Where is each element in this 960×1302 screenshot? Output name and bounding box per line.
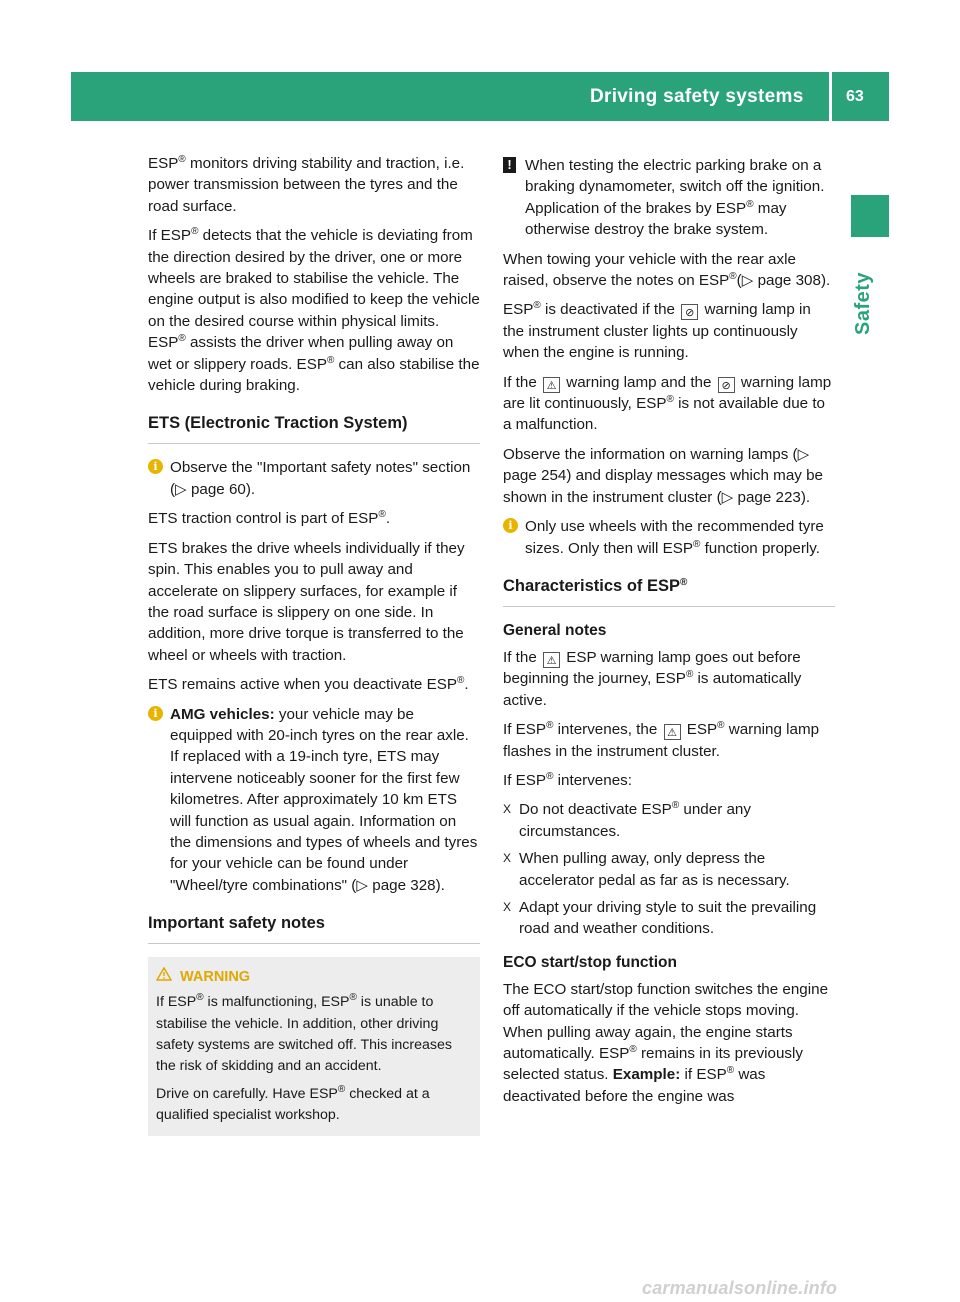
intervenes-paragraph	[503, 719, 835, 762]
warning-box	[148, 957, 480, 1135]
malfunction-paragraph	[503, 372, 835, 436]
ets-paragraph-2: ETS brakes the drive wheels individually if they spin. This enables you to pull away and accelerate on slippery surfaces, for example if the road surface is slippery on one side. In addition, more drive torque is transferred to the wheel or wheels with traction.	[148, 539, 465, 664]
amg-label: AMG vehicles:	[170, 705, 275, 723]
step-item	[503, 897, 835, 940]
deactivated-paragraph	[503, 299, 835, 363]
parking-brake-note	[503, 155, 835, 241]
step-arrow-icon: X	[503, 899, 512, 914]
esp-lamp-icon: ⚠	[664, 724, 681, 740]
wheels-info-text: Only use wheels with the recommended tyre sizes. Only then will ESP® function properly.	[525, 518, 824, 557]
step-arrow-icon: X	[503, 851, 512, 866]
safety-heading: Important safety notes	[148, 912, 480, 944]
observe-paragraph: Observe the information on warning lamps (▷ page 254) and display messages which may be shown in the instrument cluster (▷ page 223).	[503, 445, 823, 506]
warning-triangle-icon	[156, 967, 172, 988]
watermark: carmanualsonline.info	[642, 1278, 838, 1298]
esp-off-lamp-icon: ⊘	[681, 304, 698, 320]
parking-brake-text: When testing the electric parking brake on a braking dynamometer, switch off the ignition. Application of the brakes by ESP® may otherwise destroy the brake system.	[525, 157, 825, 239]
general-notes-heading: General notes	[503, 621, 607, 639]
amg-text: your vehicle may be equipped with 20-inch tyres on the rear axle. If replaced with a 19-inch tyre, ETS may intervene noticeably sooner for the first few kilometres. After approximately 10 km ETS will function as usual again. Information on the dimensions and types of wheels and tyres for your vehicle can be found under "Wheel/tyre combinations" (▷ page 328).	[170, 705, 478, 894]
step-item	[503, 799, 835, 842]
general-text-b: ESP warning lamp goes out before beginning the journey, ESP® is automatically active.	[503, 648, 802, 709]
header-divider	[829, 72, 832, 121]
deactivated-text-b: warning lamp in the instrument cluster lights up continuously when the engine is running.	[503, 301, 811, 362]
malfunction-text-a: If the	[503, 373, 541, 391]
eco-heading: ECO start/stop function	[503, 953, 677, 971]
side-tab-marker	[851, 195, 889, 237]
general-text-a: If the	[503, 648, 541, 666]
eco-example-label: Example:	[612, 1066, 681, 1084]
step-text: Do not deactivate ESP® under any circumstances.	[519, 800, 751, 840]
ets-paragraph-1: ETS traction control is part of ESP®.	[148, 509, 391, 528]
eco-text-b: if ESP® was deactivated before the engine was	[503, 1065, 766, 1105]
esp-off-lamp-icon: ⊘	[718, 377, 735, 393]
warning-paragraph-1: If ESP® is malfunctioning, ESP® is unable to stabilise the vehicle. In addition, other driving safety systems are switched off. This increases the risk of skidding and an accident.	[156, 992, 452, 1074]
info-icon: i	[148, 459, 163, 474]
info-icon: i	[148, 706, 163, 721]
intro-paragraph-1: ESP® monitors driving stability and traction, i.e. power transmission between the tyres and the road surface.	[148, 154, 465, 215]
page-number: 63	[846, 88, 864, 105]
warning-paragraph-2: Drive on carefully. Have ESP® checked at a qualified specialist workshop.	[156, 1084, 430, 1124]
warning-title-text: WARNING	[180, 969, 251, 986]
deactivated-text-a: ESP® is deactivated if the	[503, 300, 680, 319]
right-column	[503, 155, 835, 1115]
info-icon: i	[503, 518, 518, 533]
exclamation-icon: !	[503, 157, 516, 173]
eco-paragraph	[503, 979, 835, 1107]
side-tab-label: Safety	[852, 271, 874, 335]
ets-paragraph-3: ETS remains active when you deactivate ESP®.	[148, 675, 469, 694]
intervenes-text-b: ESP® warning lamp flashes in the instrument cluster.	[503, 720, 820, 760]
esp-lamp-icon: ⚠	[543, 652, 560, 668]
characteristics-heading: Characteristics of ESP®	[503, 575, 835, 607]
ets-info-note	[148, 457, 480, 500]
left-column	[148, 153, 480, 1136]
step-arrow-icon: X	[503, 802, 512, 817]
amg-info-note	[148, 704, 480, 897]
step-item	[503, 848, 835, 891]
towing-paragraph: When towing your vehicle with the rear axle raised, observe the notes on ESP®(▷ page 308).	[503, 250, 831, 290]
eco-text-a: The ECO start/stop function switches the engine off automatically if the vehicle stops moving. When pulling away again, the engine starts automatically. ESP® remains in its previously selected status.	[503, 980, 829, 1084]
general-paragraph	[503, 647, 835, 711]
intro-paragraph-2: If ESP® detects that the vehicle is deviating from the direction desired by the driver, one or more wheels are braked to stabilise the vehicle. The engine output is also modified to keep the vehicle on the desired course within physical limits. ESP® assists the driver when pulling away on wet or slippery roads. ESP® can also stabilise the vehicle during braking.	[148, 226, 480, 395]
warning-title	[156, 967, 472, 988]
intervenes-text-a: If ESP® intervenes, the	[503, 720, 662, 739]
intervenes-lead: If ESP® intervenes:	[503, 770, 632, 789]
section-title: Driving safety systems	[590, 86, 804, 107]
step-text: Adapt your driving style to suit the prevailing road and weather conditions.	[519, 898, 817, 938]
ets-heading: ETS (Electronic Traction System)	[148, 412, 480, 444]
wheels-info-note	[503, 516, 835, 559]
step-text: When pulling away, only depress the accelerator pedal as far as is necessary.	[519, 850, 790, 889]
ets-info-text: Observe the "Important safety notes" section (▷ page 60).	[170, 459, 471, 498]
malfunction-text-b: warning lamp and the	[562, 373, 716, 391]
malfunction-text-c: warning lamp are lit continuously, ESP® is not available due to a malfunction.	[503, 373, 832, 434]
esp-lamp-icon: ⚠	[543, 377, 560, 393]
